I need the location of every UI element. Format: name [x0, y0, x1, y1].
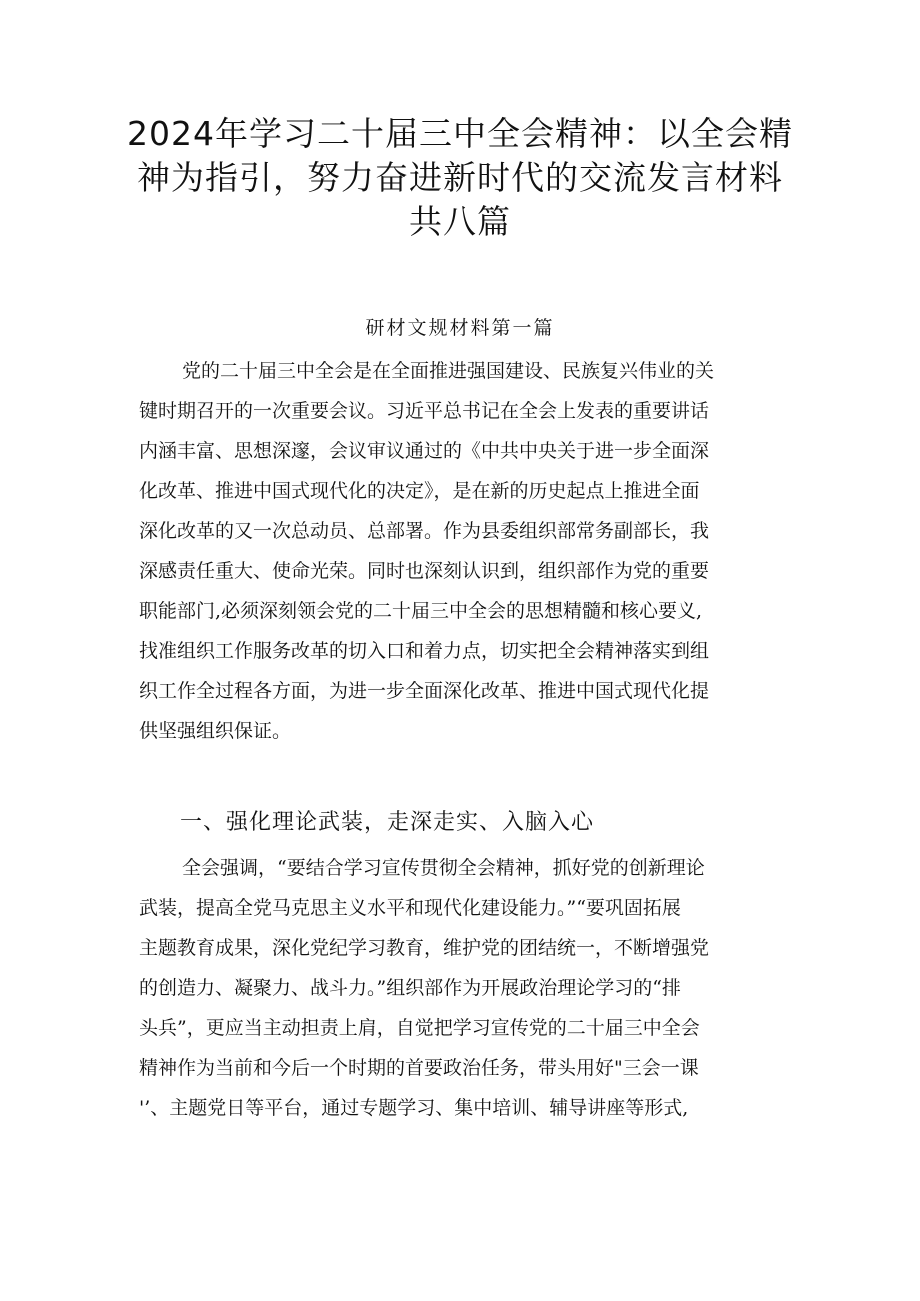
paragraph-line: 键时期召开的一次重要会议。习近平总书记在全会上发表的重要讲话: [139, 400, 710, 422]
paragraph-line: 职能部门,必须深刻领会党的二十届三中全会的思想精髓和核心要义,: [139, 600, 703, 622]
title-line: 神为指引，努力奋进新时代的交流发言材料: [137, 158, 783, 197]
paragraph-line: 武装，提高全党马克思主义水平和现代化建设能力。”“要巩固拓展: [139, 897, 681, 919]
paragraph-line: 深感责任重大、使命光荣。同时也深刻认识到，组织部作为党的重要: [139, 560, 710, 582]
paragraph-line: 化改革、推进中国式现代化的决定》，是在新的历史起点上推进全面: [139, 480, 700, 502]
title-line: 共八篇: [409, 202, 511, 241]
section-heading: 一、强化理论武装，走深走实、入脑入心: [180, 810, 595, 835]
paragraph-section-one: [139, 848, 784, 1128]
paragraph-intro: [139, 351, 784, 751]
document-title: [120, 112, 800, 244]
paragraph-line: 内涵丰富、思想深邃，会议审议通过的《中共中央关于进一步全面深: [139, 440, 710, 462]
paragraph-line: 主题教育成果，深化党纪学习教育，维护党的团结统一，不断增强党: [139, 937, 710, 959]
title-line: 2024年学习二十届三中全会精神：以全会精: [127, 114, 793, 153]
paragraph-line: 供坚强组织保证。: [139, 720, 292, 742]
paragraph-line: 精神作为当前和今后一个时期的首要政治任务，带头用好"三会一课: [139, 1057, 699, 1079]
paragraph-line: 党的二十届三中全会是在全面推进强国建设、民族复兴伟业的关: [182, 360, 715, 382]
paragraph-line: 全会强调，“要结合学习宣传贯彻全会精神，抓好党的创新理论: [182, 857, 705, 879]
paragraph-line: 织工作全过程各方面，为进一步全面深化改革、推进中国式现代化提: [139, 680, 710, 702]
paragraph-line: '’、主题党日等平台，通过专题学习、集中培训、辅导讲座等形式,: [139, 1097, 689, 1119]
section-subtitle: 研材文规材料第一篇: [365, 317, 555, 339]
paragraph-line: 头兵”，更应当主动担责上肩，自觉把学习宣传党的二十届三中全会: [139, 1017, 700, 1039]
paragraph-line: 的创造力、凝聚力、战斗力。”组织部作为开展政治理论学习的“排: [139, 977, 681, 999]
paragraph-line: 深化改革的又一次总动员、总部署。作为县委组织部常务副部长，我: [139, 520, 710, 542]
paragraph-line: 找准组织工作服务改革的切入口和着力点，切实把全会精神落实到组: [139, 640, 710, 662]
